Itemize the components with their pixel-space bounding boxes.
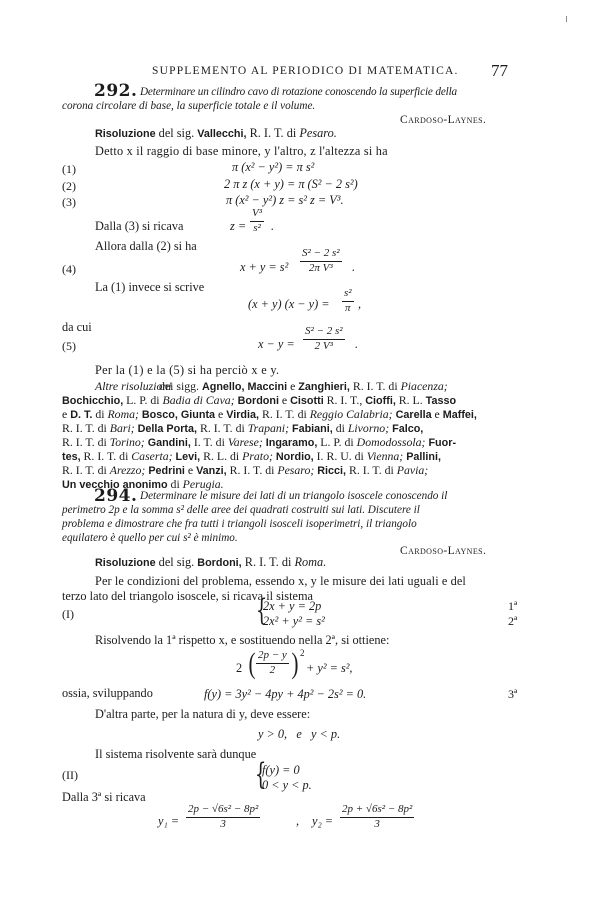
solver-city: Pesaro. (299, 126, 337, 140)
eq-mid-denominator: π (345, 301, 351, 314)
solver-name: Vanzi, (196, 465, 227, 477)
solver-city: Arezzo; (109, 463, 146, 477)
from-which: da cui (62, 320, 92, 334)
instead-line: La (1) invece si scrive (95, 280, 205, 294)
solver-name: Agnello, Maccini (201, 381, 288, 393)
y2-denominator: 3 (374, 817, 380, 830)
eq-a-post: + y² = s², (306, 661, 353, 675)
problem-number-292: 292. (94, 81, 138, 101)
problem-294-statement-line1: Determinare le misure dei lati di un triangolo isoscele conoscendo il (140, 490, 448, 502)
problem-292-author: Cardoso-Laynes. (400, 114, 487, 126)
connector-text: R. L. di (200, 449, 243, 463)
problem-294-statement-line2: perimetro 2p e la somma s² delle aree dei quadrati costruiti sui lati. Discutere il (62, 504, 420, 516)
system-i-tag1: 1ª (508, 599, 518, 613)
connector-text: e (431, 407, 443, 421)
eq5-label: (5) (62, 339, 76, 353)
page-number: 77 (491, 61, 508, 80)
connector-text: R. I. T. di (62, 463, 110, 477)
solution-label: Risoluzione (95, 128, 156, 140)
connector-text: e (62, 407, 71, 421)
system-then-line: Il sistema risolvente sarà dunque (95, 747, 257, 761)
system-ii-eq2: 0 < y < p. (262, 778, 312, 792)
solver-city: Varese; (227, 435, 263, 449)
system-i-tag2: 2ª (508, 614, 518, 628)
connector-text: di (167, 477, 183, 491)
connector-text: R. L. (395, 393, 426, 407)
eq1: π (x² − y²) = π s² (232, 160, 315, 174)
solver-city: Pesaro; (277, 463, 315, 477)
connector-text: R. I. T. di (62, 435, 110, 449)
solver-name: Ingaramo, (265, 437, 318, 449)
solver-city: Perugia. (182, 477, 224, 491)
solver-city: Livorno; (347, 421, 390, 435)
eq-a-numerator: 2p − y (256, 650, 289, 664)
problem-294-statement-line3: problema e dimostrare che fra tutti i triangoli isosceli isoperimetri, il triangolo (62, 518, 417, 530)
system-i-eq2: 2x² + y² = s² (263, 614, 325, 628)
z-end: . (271, 219, 275, 233)
z-fraction (250, 208, 264, 234)
conclusion-line: Per la (1) e la (5) si ha perciò x e y. (95, 363, 280, 377)
inequalities: y > 0, e y < p. (258, 727, 341, 741)
solver-city: Piacenza; (400, 379, 448, 393)
solver-city: Roma; (107, 407, 139, 421)
solutions-separator: , (296, 814, 300, 828)
solver-name: tes, (62, 451, 81, 463)
solver-name: Bochicchio, (62, 395, 124, 407)
system-ii-brace: { (254, 757, 267, 792)
eq-mid-end: , (358, 297, 362, 311)
solver-city: Pavia; (396, 463, 429, 477)
solver-city: Roma. (294, 555, 327, 569)
solver-city: Reggio Calabria; (309, 407, 393, 421)
solution-label: Risoluzione (95, 557, 156, 569)
other-solutions-label: Altre risoluzioni (95, 379, 172, 393)
solver-affiliation: R. I. T. di (249, 126, 297, 140)
connector-text: e (184, 463, 197, 477)
para1-line2: terzo lato del triangolo isoscele, si ricava il sistema (62, 589, 313, 603)
eq-a-exponent: 2 (300, 648, 305, 658)
eq4-fraction (300, 248, 342, 274)
problem-number-294: 294. (94, 486, 138, 506)
connector-text: L. P. di (123, 393, 163, 407)
connector-text: I. T. di (190, 435, 228, 449)
solver-name: Della Porta, (137, 423, 198, 435)
from3-prefix: Dalla (3) si ricava (95, 219, 184, 233)
y1-fraction (186, 804, 260, 830)
connector-text: di (92, 407, 108, 421)
para1-line1: Per le condizioni del problema, essendo x, y le misure dei lati uguali e del (95, 574, 466, 588)
from2-line: Allora dalla (2) si ha (95, 239, 197, 253)
solver-name: Tasso (425, 395, 457, 407)
eq-mid-lhs: (x + y) (x − y) = (248, 297, 330, 311)
eq-a-left-paren: ( (248, 647, 256, 680)
eq2: 2 π z (x + y) = π (S² − 2 s²) (224, 177, 358, 191)
solver-name: Cisotti (290, 395, 324, 407)
connector-text: dei sigg. (159, 379, 202, 393)
solver-name: Cioffi, (365, 395, 396, 407)
solver-name: Gandini, (147, 437, 191, 449)
eq4-denominator: 2π V³ (308, 261, 333, 274)
other-solutions-line (62, 395, 456, 407)
y2-lhs: y₂ = (312, 814, 334, 828)
solver-city: Vienna; (366, 449, 404, 463)
y1-lhs: y₁ = (158, 814, 180, 828)
solver-name: Maffei, (442, 409, 477, 421)
connector-text: R. I. T. di (226, 463, 278, 477)
eq4-lhs: x + y = s² (240, 260, 289, 274)
z-lhs: z = (230, 219, 247, 233)
eq-a-fraction (256, 650, 289, 676)
eq-a-pre: 2 (236, 661, 243, 675)
connector-text: R. I. T., (323, 393, 366, 407)
z-numerator: V³ (250, 208, 264, 222)
eq-a-denominator: 2 (269, 663, 276, 676)
solver-city: Torino; (109, 435, 145, 449)
eq3-label: (3) (62, 195, 76, 209)
solver-name: Virdia, (226, 409, 260, 421)
connector-text: R. I. T. di (62, 421, 110, 435)
other-solutions-line (62, 465, 428, 477)
from3-line: Dalla 3ª si ricava (62, 790, 146, 804)
developing-line: ossia, sviluppando (62, 686, 153, 700)
solver-name: Fabiani, (291, 423, 333, 435)
other-solutions-line (62, 451, 441, 463)
solver-name: D. T. (70, 409, 93, 421)
eq4-numerator: S² − 2 s² (300, 248, 342, 262)
y1-denominator: 3 (220, 817, 226, 830)
eq-mid-numerator: s² (342, 288, 354, 302)
solving-line: Risolvendo la 1ª rispetto x, e sostituendo nella 2ª, si ottiene: (95, 633, 390, 647)
problem-294-statement-line4: equilatero è quello per cui s² è minimo. (62, 532, 238, 544)
running-header: SUPPLEMENTO AL PERIODICO DI MATEMATICA. (152, 65, 459, 77)
solver-name: Zanghieri, (298, 381, 350, 393)
connector-text: R. I. T. di (197, 421, 248, 435)
y2-numerator: 2p + √6s² − 8p² (340, 804, 414, 818)
connector-text: R. I. T. di (259, 407, 310, 421)
connector-text: e (287, 379, 299, 393)
problem-294-solution-heading (95, 556, 326, 569)
solution-by: del sig. (158, 555, 195, 569)
eq-f: f(y) = 3y² − 4py + 4p² − 2s² = 0. (204, 687, 367, 701)
problem-292-solution-heading (95, 127, 337, 140)
solver-name: Un vecchio anonimo (62, 479, 168, 491)
system-i-eq1: 2x + y = 2p (263, 599, 322, 613)
problem-292-statement-line2: corona circolare di base, la superficie totale e il volume. (62, 100, 316, 112)
solver-name: Bordoni (237, 395, 279, 407)
solver-name: Vallecchi, (197, 128, 247, 140)
solver-name: Pallini, (406, 451, 441, 463)
connector-text: di (332, 421, 348, 435)
eq2-label: (2) (62, 179, 76, 193)
eq5-denominator: 2 V³ (314, 339, 333, 352)
solver-city: Trapani; (247, 421, 290, 435)
connector-text: L. P. di (317, 435, 357, 449)
eq-f-tag: 3ª (508, 687, 518, 701)
eq4-end: . (352, 260, 356, 274)
other-solutions-line (62, 423, 423, 435)
solver-name: Fuor- (428, 437, 457, 449)
solver-name: Bordoni, (197, 557, 242, 569)
eq5-numerator: S² − 2 s² (303, 326, 345, 340)
eq5-lhs: x − y = (258, 337, 295, 351)
other-solutions-line (62, 437, 456, 449)
solver-city: Bari; (109, 421, 135, 435)
other-solutions-line (159, 381, 448, 393)
other-solutions-line (62, 409, 477, 421)
connector-text: I. R. U. di (313, 449, 367, 463)
eq1-label: (1) (62, 162, 76, 176)
solver-name: Carella (395, 409, 432, 421)
eq4-label: (4) (62, 262, 76, 276)
eq-a-right-paren: ) (291, 647, 299, 680)
connector-text: R. I. T. di (80, 449, 132, 463)
solver-name: Nordio, (275, 451, 314, 463)
solver-name: Falco, (392, 423, 424, 435)
solver-city: Prato; (242, 449, 273, 463)
connector-text: e (278, 393, 291, 407)
eq5-fraction (303, 326, 345, 352)
connector-text: e (215, 407, 227, 421)
eq-mid-fraction (342, 288, 354, 314)
margin-tick-mark (566, 16, 567, 22)
solver-affiliation: R. I. T. di (244, 555, 292, 569)
y1-numerator: 2p − √6s² − 8p² (186, 804, 260, 818)
problem-292-statement-line1: Determinare un cilindro cavo di rotazione conoscendo la superficie della (140, 86, 457, 98)
solver-name: Pedrini (148, 465, 185, 477)
solver-city: Domodossola; (356, 435, 426, 449)
solver-name: Bosco, Giunta (141, 409, 216, 421)
system-i-brace: { (255, 593, 268, 628)
problem-292-intro: Detto x il raggio di base minore, y l'altro, z l'altezza si ha (95, 144, 388, 158)
system-ii-label: (II) (62, 768, 78, 782)
solver-name: Ricci, (317, 465, 347, 477)
z-denominator: s² (253, 221, 261, 234)
connector-text: R. I. T. di (349, 379, 401, 393)
eq3: π (x² − y²) z = s² z = V³. (226, 193, 344, 207)
eq5-end: . (355, 337, 359, 351)
solver-name: Levi, (175, 451, 201, 463)
problem-294-author: Cardoso-Laynes. (400, 545, 487, 557)
solver-city: Caserta; (131, 449, 173, 463)
solver-city: Badia di Cava; (162, 393, 235, 407)
y2-fraction (340, 804, 414, 830)
system-i-label: (I) (62, 607, 74, 621)
nature-line: D'altra parte, per la natura di y, deve essere: (95, 707, 311, 721)
solution-by: del sig. (158, 126, 195, 140)
system-ii-eq1: f(y) = 0 (262, 763, 300, 777)
connector-text: R. I. T. di (346, 463, 397, 477)
